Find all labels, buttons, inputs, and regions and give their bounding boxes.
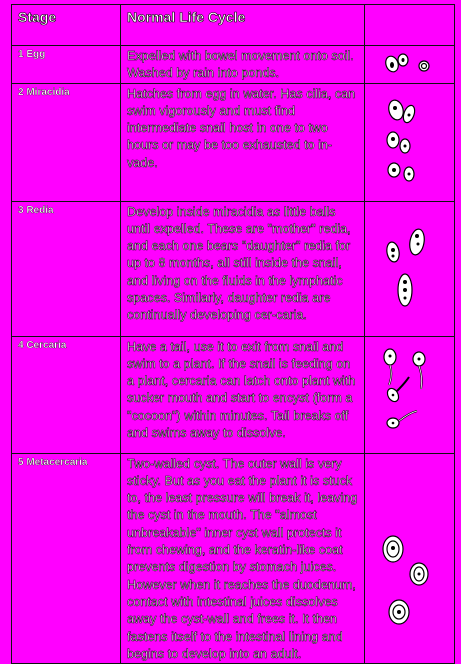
- header-normal-life-cycle: Normal Life Cycle: [121, 5, 365, 46]
- stage-cell: 2 Miracidia: [12, 83, 121, 201]
- stage-cell: 4 Cercaria: [12, 336, 121, 453]
- header-stage: Stage: [12, 5, 121, 46]
- life-cycle-table: [11, 4, 455, 664]
- cercaria-icon: [365, 336, 455, 453]
- description-cell: Hatches from egg in water. Has cilia, can swim vigorously and must find intermediate snail host in one to two hours or may be too exhausted to in-vade.: [121, 83, 365, 201]
- description-cell: Develop inside miracidia as little balls until expelled. These are "mother" redia, and each one bears "daughter" redia for up to 8 months, all still inside the snail, and living on the fluids in the lymphatic spaces. Similarly, daughter redia are continually developing cer-caria.: [121, 201, 365, 336]
- table-row: [12, 336, 455, 453]
- table-row: [12, 201, 455, 336]
- stage-cell: 5 Metacercaria: [12, 453, 121, 663]
- miracidia-icon: [365, 83, 455, 201]
- table-row: [12, 453, 455, 663]
- metacercaria-icon: [365, 453, 455, 663]
- table-row: [12, 83, 455, 201]
- header-row: [12, 5, 455, 46]
- header-image: [365, 5, 455, 46]
- description-cell: Expelled with bowel movement onto soil. Washed by rain into ponds.: [121, 46, 365, 84]
- description-cell: [121, 453, 365, 663]
- stage-cell: 1 Egg: [12, 46, 121, 84]
- stage-cell: 3 Redia: [12, 201, 121, 336]
- description-cell: Have a tail, use it to exit from snail and swim to a plant. If the snail is feeding on a plant, cercaria can latch onto plant with sucker mouth and start to encyst (form a "cocoon") within minutes. Tail breaks off and swims away to dissolve.: [121, 336, 365, 453]
- redia-icon: [365, 201, 455, 336]
- egg-icon: [365, 46, 455, 84]
- table-row: [12, 46, 455, 84]
- description-text: Two-walled cyst. The outer wall is very sticky. But as you eat the plant it is stuck to, the least pressure will break it, leaving the cyst in the mouth. The "almost unbreakable" inner cyst wall protects it from chewing, and the keratin-like coat prevents digestion by stomach juices. However when it reaches the duodenum, contact with intestinal juices dissolves away the cyst-wall and frees it. It then fastens itself to the intestinal lining and begins to develop into an adult.: [127, 456, 358, 661]
